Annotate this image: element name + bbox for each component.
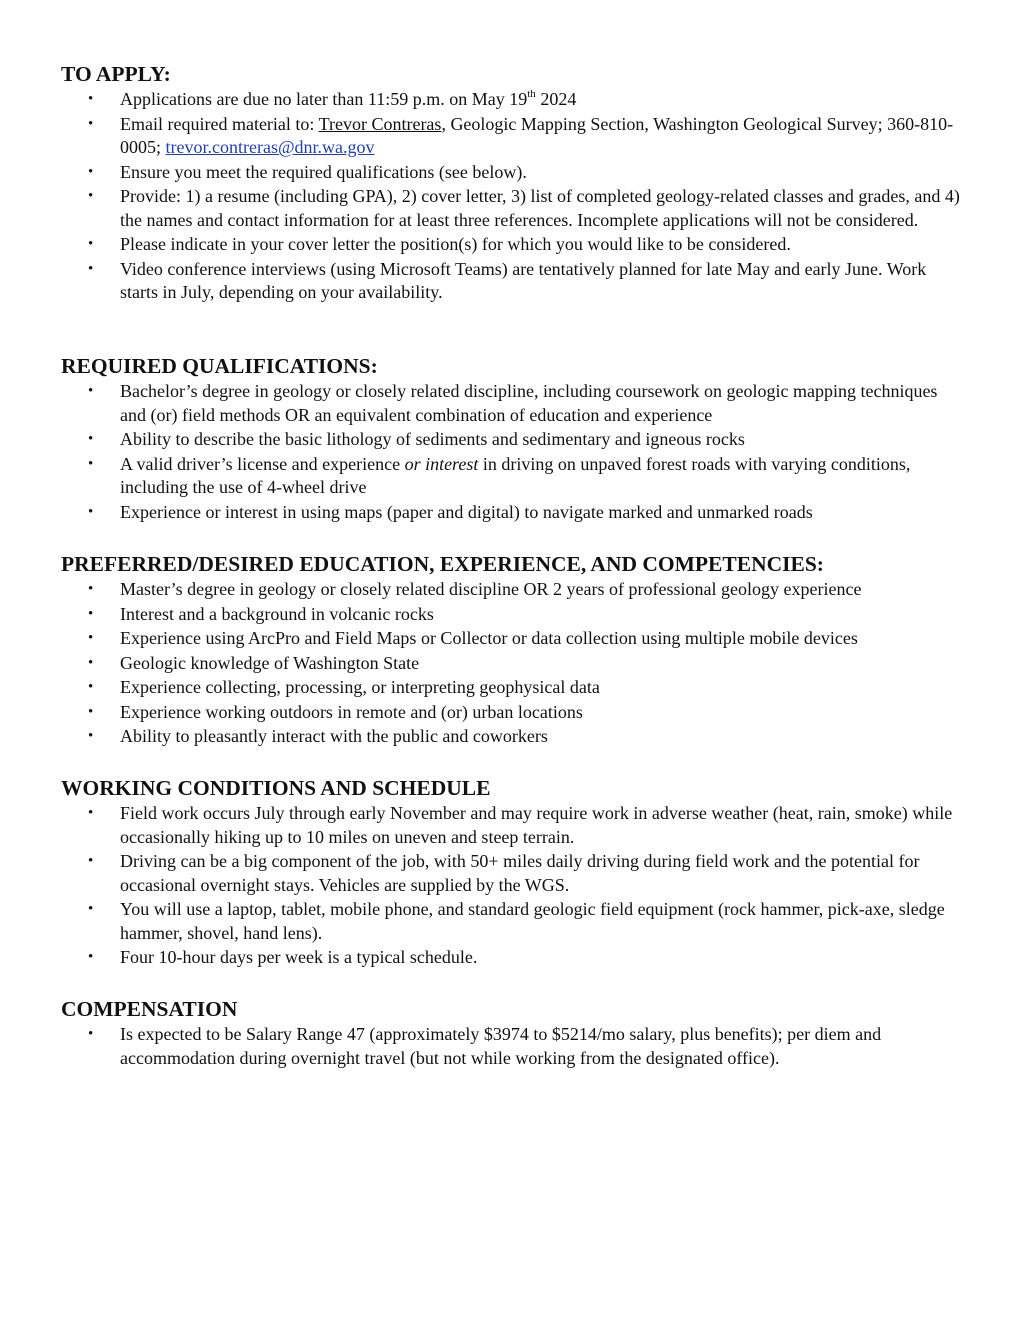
item-text: A valid driver’s license and experience xyxy=(120,453,405,474)
list-item xyxy=(61,233,961,257)
list-item xyxy=(61,898,961,945)
list-item xyxy=(61,161,961,185)
section-heading: COMPENSATION xyxy=(61,997,238,1021)
list-item xyxy=(61,453,961,500)
section-working-conditions xyxy=(61,775,961,970)
contact-name: Trevor Contreras xyxy=(318,113,442,134)
bullet-icon: • xyxy=(88,901,94,917)
section-preferred-competencies xyxy=(61,551,961,749)
item-text: Interest and a background in volcanic rocks xyxy=(120,603,434,624)
item-text: Video conference interviews (using Microsoft Teams) are tentatively planned for late May and early June. Work starts in July, depending on your availability. xyxy=(120,258,927,302)
item-text: Master’s degree in geology or closely related discipline OR 2 years of professional geology experience xyxy=(120,579,862,599)
item-text: Field work occurs July through early November and may require work in adverse weather (heat, rain, smoke) while occasionally hiking up to 10 miles on uneven and steep terrain. xyxy=(120,803,953,847)
email-link[interactable]: trevor.contreras@dnr.wa.gov xyxy=(165,137,375,157)
list-item xyxy=(61,652,961,676)
list-item xyxy=(61,501,961,525)
list-item xyxy=(61,578,961,602)
item-text: Applications are due no later than 11:59 p.m. on May 19 xyxy=(120,89,528,109)
item-text: Geologic knowledge of Washington State xyxy=(120,652,420,673)
item-text: Experience or interest in using maps (paper and digital) to navigate marked and unmarked roads xyxy=(120,501,813,522)
list-item xyxy=(61,113,961,160)
list-item xyxy=(61,428,961,452)
item-text: , Geologic Mapping Section, Washington Geological Survey; 360-810-0005; xyxy=(120,113,954,157)
bullet-icon: • xyxy=(88,949,94,965)
list-item xyxy=(61,185,961,232)
item-text: Ability to pleasantly interact with the public and coworkers xyxy=(120,726,548,746)
ordinal-suffix: th xyxy=(527,88,536,100)
bullet-icon: • xyxy=(88,260,94,277)
bullet-icon: • xyxy=(88,503,94,520)
bullet-icon: • xyxy=(88,431,94,447)
bullet-icon: • xyxy=(88,91,94,107)
item-text: Ensure you meet the required qualifications (see below). xyxy=(120,161,527,182)
section-compensation xyxy=(61,996,961,1070)
list-item xyxy=(61,603,961,627)
bullet-icon: • xyxy=(88,630,94,646)
section-to-apply xyxy=(61,61,961,305)
section-required-qualifications xyxy=(61,353,961,524)
item-text: 2024 xyxy=(535,89,577,109)
list-item xyxy=(61,802,961,849)
item-text: You will use a laptop, tablet, mobile phone, and standard geologic field equipment (rock hammer, pick-axe, sledge hammer, shovel, hand lens). xyxy=(120,899,945,943)
list-item xyxy=(61,946,961,970)
bullet-icon: • xyxy=(88,703,94,720)
bullet-list xyxy=(61,802,961,970)
item-text: Bachelor’s degree in geology or closely related discipline, including coursework on geologic mapping techniques and (or) field methods OR an equivalent combination of education and experience xyxy=(120,381,938,425)
bullet-icon: • xyxy=(88,455,94,472)
list-item xyxy=(61,258,961,305)
section-heading: WORKING CONDITIONS AND SCHEDULE xyxy=(61,776,491,800)
list-item xyxy=(61,701,961,725)
item-text: in driving on unpaved forest roads with varying conditions, including the use of 4-wheel drive xyxy=(120,453,911,497)
list-item xyxy=(61,1023,961,1070)
item-text: Four 10-hour days per week is a typical schedule. xyxy=(120,947,478,967)
list-item xyxy=(61,380,961,427)
emphasis-text: or interest xyxy=(404,453,479,474)
bullet-icon: • xyxy=(88,805,94,821)
bullet-icon: • xyxy=(88,654,94,671)
bullet-icon: • xyxy=(88,853,94,869)
list-item xyxy=(61,88,961,112)
list-item xyxy=(61,627,961,651)
list-item xyxy=(61,725,961,749)
bullet-icon: • xyxy=(88,728,94,744)
item-text: Experience collecting, processing, or interpreting geophysical data xyxy=(120,677,600,697)
bullet-list xyxy=(61,1023,961,1070)
bullet-icon: • xyxy=(88,188,94,204)
bullet-icon: • xyxy=(88,581,94,597)
bullet-icon: • xyxy=(88,605,94,622)
list-item xyxy=(61,676,961,700)
item-text: Email required material to: xyxy=(120,113,319,134)
bullet-icon: • xyxy=(88,679,94,695)
item-text: Please indicate in your cover letter the position(s) for which you would like to be considered. xyxy=(120,234,791,254)
item-text: Provide: 1) a resume (including GPA), 2) cover letter, 3) list of completed geology-related classes and grades, and 4) the names and contact information for at least three references. Incomplete applications will not be considered. xyxy=(120,186,960,230)
bullet-list xyxy=(61,578,961,749)
bullet-icon: • xyxy=(88,383,94,399)
list-item xyxy=(61,850,961,897)
bullet-icon: • xyxy=(88,236,94,252)
bullet-icon: • xyxy=(88,163,94,180)
section-heading: REQUIRED QUALIFICATIONS: xyxy=(61,354,378,378)
section-heading: PREFERRED/DESIRED EDUCATION, EXPERIENCE, AND COMPETENCIES: xyxy=(61,552,824,576)
item-text: Ability to describe the basic lithology of sediments and sedimentary and igneous rocks xyxy=(120,429,745,449)
bullet-list xyxy=(61,88,961,305)
bullet-list xyxy=(61,380,961,524)
item-text: Experience working outdoors in remote and (or) urban locations xyxy=(120,701,583,722)
item-text: Experience using ArcPro and Field Maps or Collector or data collection using multiple mobile devices xyxy=(120,628,858,648)
bullet-icon: • xyxy=(88,115,94,132)
bullet-icon: • xyxy=(88,1026,94,1042)
item-text: Driving can be a big component of the job, with 50+ miles daily driving during field work and the potential for occasional overnight stays. Vehicles are supplied by the WGS. xyxy=(120,851,920,895)
item-text: Is expected to be Salary Range 47 (approximately $3974 to $5214/mo salary, plus benefits); per diem and accommodation during overnight travel (but not while working from the designated office). xyxy=(120,1024,882,1068)
section-heading: TO APPLY: xyxy=(61,62,171,86)
